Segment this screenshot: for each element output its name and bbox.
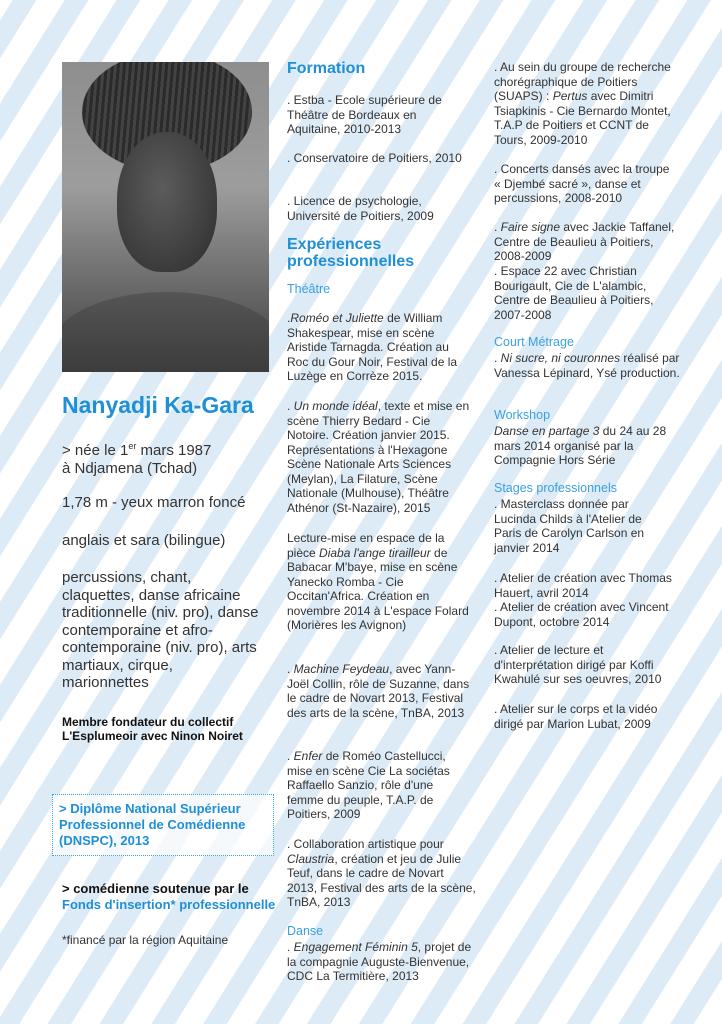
- danse-item: . Au sein du groupe de recherche chorégraphique de Poitiers (SUAPS) : Pertus avec Dimitri Tsiapkinis - Cie Bernardo Montet, T.A.P de Poitiers et CCNT de Tours, 2009-2010: [494, 60, 671, 147]
- workshop-item: Danse en partage 3 du 24 au 28 mars 2014 organisé par la Compagnie Hors Série: [494, 424, 667, 467]
- funded-note: *financé par la région Aquitaine: [62, 933, 229, 947]
- person-name: Nanyadji Ka-Gara: [62, 392, 254, 418]
- danse-heading: Danse: [287, 924, 324, 938]
- skills-info: percussions, chant, claquettes, danse africaine traditionnelle (niv. pro), danse contemporaine et afro-contemporaine (niv. pro), arts martiaux, cirque, marionnettes: [62, 569, 259, 691]
- formation-item: . Licence de psychologie, Université de Poitiers, 2009: [287, 194, 434, 223]
- stage-item: . Atelier de lecture et d'interprétation dirigé par Koffi Kwahulé sur ses oeuvres, 2010: [494, 643, 662, 686]
- theatre-item: Lecture-mise en espace de la pièce Diaba l'ange tirailleur de Babacar M'baye, mise en scène Yanecko Romba - Cie Occitan'Africa. Création en novembre 2014 à L'espace Folard (Morières les Avignon): [287, 531, 469, 632]
- danse-item: . Faire signe avec Jackie Taffanel, Centre de Beaulieu à Poitiers, 2008-2009: [494, 220, 675, 263]
- stage-item: . Atelier sur le corps et la vidéo dirigé par Marion Lubat, 2009: [494, 702, 658, 731]
- stage-item: . Atelier de création avec Vincent Dupont, octobre 2014: [494, 600, 669, 629]
- experiences-heading: Expériences professionnelles: [287, 236, 415, 270]
- stage-item: . Atelier de création avec Thomas Hauert, avril 2014: [494, 571, 672, 600]
- theatre-item: . Enfer de Roméo Castellucci, mise en scène Cie La sociétas Raffaello Sanzio, rôle d'une femme du peuple, T.A.P. de Poitiers, 2009: [287, 749, 450, 821]
- formation-item: . Conservatoire de Poitiers, 2010: [287, 151, 462, 165]
- court-item: . Ni sucre, ni couronnes réalisé par Vanessa Lépinard, Ysé production.: [494, 351, 680, 380]
- stages-heading: Stages professionnels: [494, 481, 617, 495]
- stage-item: . Masterclass donnée par Lucinda Childs à l'Atelier de Paris de Carolyn Carlson en janvier 2014: [494, 497, 645, 555]
- formation-heading: Formation: [287, 60, 366, 77]
- theatre-item: . Machine Feydeau, avec Yann-Joël Collin, rôle de Suzanne, dans le cadre de Novart 2013, Festival des arts de la scène, TnBA, 2013: [287, 662, 470, 720]
- portrait-photo: [62, 62, 269, 372]
- birth-info: > née le 1er mars 1987 à Ndjamena (Tchad): [62, 441, 212, 477]
- danse-item: . Espace 22 avec Christian Bourigault, Cie de L'alambic, Centre de Beaulieu à Poitiers, 2007-2008: [494, 264, 654, 322]
- court-heading: Court Métrage: [494, 335, 574, 349]
- physical-info: 1,78 m - yeux marron foncé: [62, 494, 246, 511]
- diploma-box: > Diplôme National Supérieur Professionnel de Comédienne (DNSPC), 2013: [52, 794, 274, 856]
- danse-item: . Concerts dansés avec la troupe « Djembé sacré », danse et percussions, 2008-2010: [494, 162, 670, 205]
- collective-note: Membre fondateur du collectif L'Esplumeoir avec Ninon Noiret: [62, 715, 243, 743]
- theatre-item: . Collaboration artistique pour Claustria, création et jeu de Julie Teuf, dans le cadre de Novart 2013, Festival des arts de la scène, TnBA, 2013: [287, 837, 476, 909]
- formation-item: . Estba - Ecole supérieure de Théâtre de Bordeaux en Aquitaine, 2010-2013: [287, 93, 442, 136]
- workshop-heading: Workshop: [494, 408, 551, 422]
- theatre-item: .Roméo et Juliette de William Shakespear, mise en scène Aristide Tarnagda. Création au Roc du Gour Noir, Festival de la Luzège en Corrèze 2015.: [287, 311, 458, 383]
- theatre-item: . Un monde idéal, texte et mise en scène Thierry Bedard - Cie Notoire. Création janvier 2015. Représentations à l'Hexagone Scène Nationale Arts Sciences (Meylan), La Filature, Scène Nationale (Mulhouse), Théâtre Athénor (St-Nazaire), 2015: [287, 399, 470, 515]
- danse-item: . Engagement Féminin 5, projet de la compagnie Auguste-Bienvenue, CDC La Termitière, 2013: [287, 940, 472, 983]
- supported-note: > comédienne soutenue par le Fonds d'insertion* professionnelle: [62, 881, 276, 912]
- theatre-heading: Théâtre: [287, 282, 331, 296]
- languages-info: anglais et sara (bilingue): [62, 532, 226, 549]
